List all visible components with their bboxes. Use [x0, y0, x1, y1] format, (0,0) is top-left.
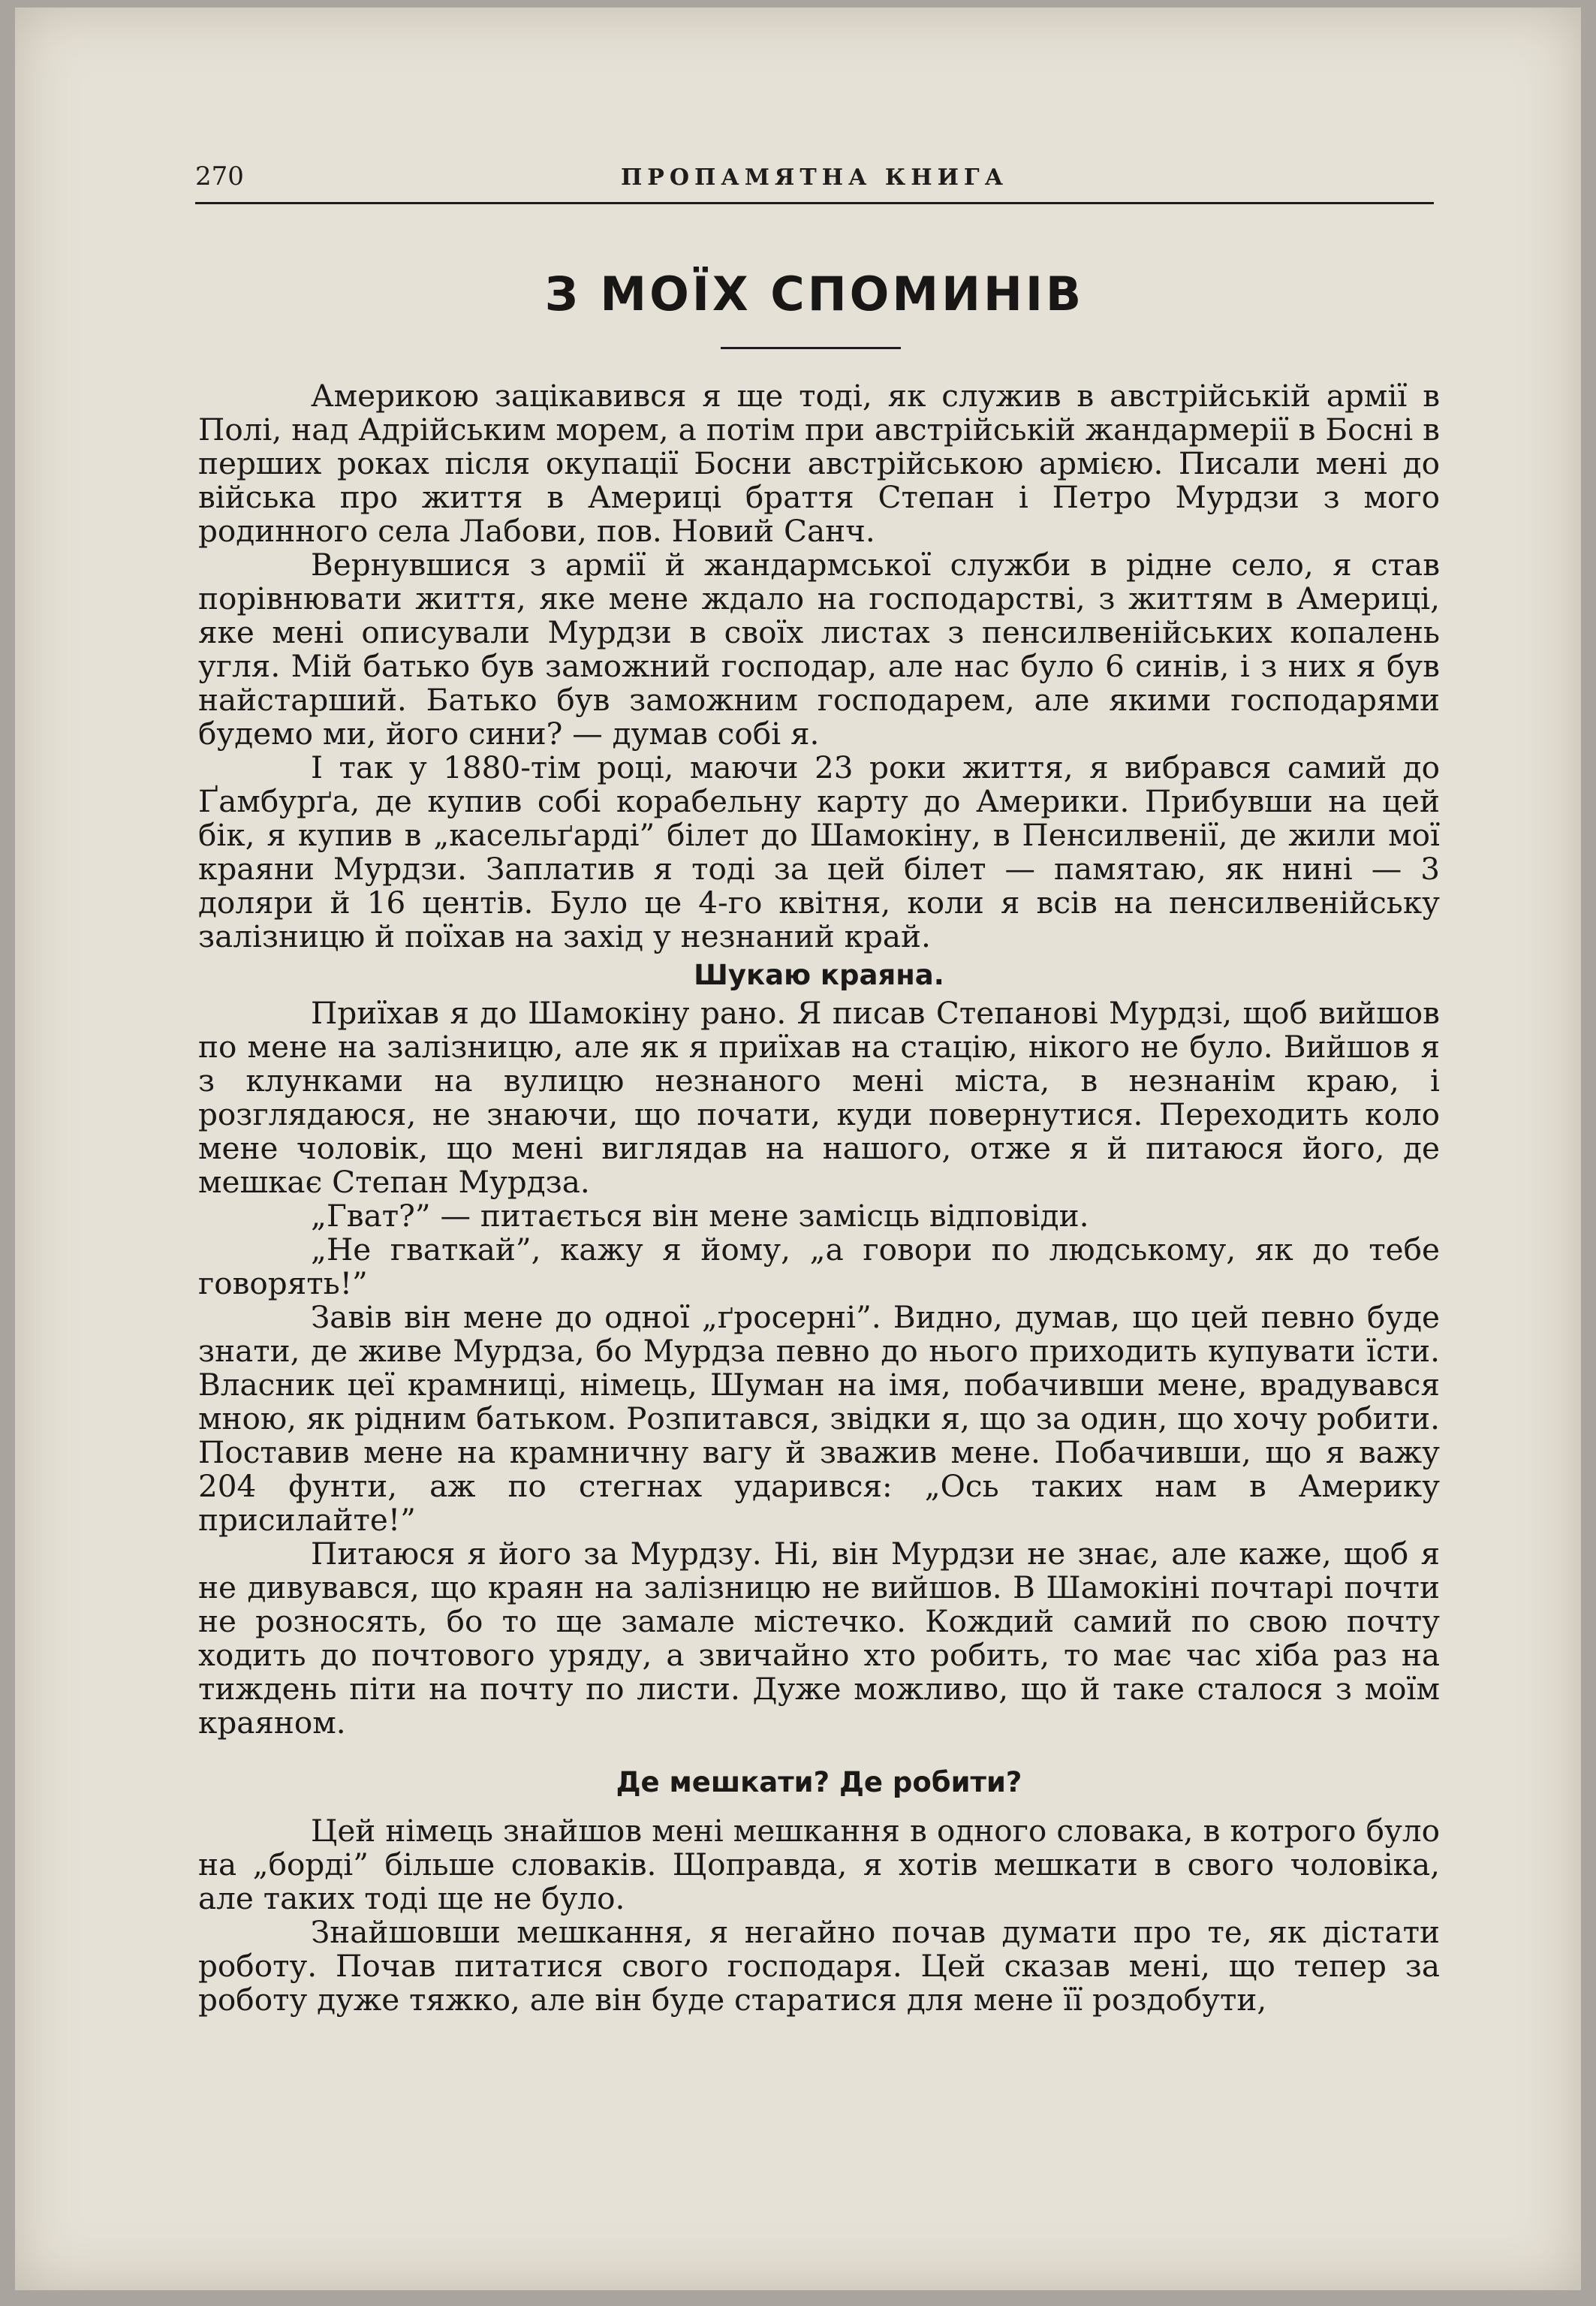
paragraph: Цей німець знайшов мені мешкання в одного словака, в котрого було на „борді” більше словаків. Щоправда, я хотів мешкати в свого чоловіка, але таких тоді ще не було. — [198, 1813, 1440, 1916]
section-heading: Де мешкати? Де робити? — [616, 1766, 1022, 1798]
section-heading: Шукаю краяна. — [694, 959, 944, 991]
paragraph: Завів він мене до одної „ґросерні”. Видно, думав, що цей певно буде знати, де живе Мурдза, бо Мурдза певно до нього приходить купувати їсти. Власник цеї крамниці, німець, Шуман на імя, побачивши мене, врадувався мною, як рідним батьком. Розпитався, звідки я, що за один, що хочу робити. Поставив мене на крамничну вагу й зважив мене. Побачивши, що я важу 204 фунти, аж по стегнах ударився: „Ось таких нам в Америку присилайте!” — [198, 1299, 1440, 1538]
title-divider — [721, 347, 901, 349]
book-title: ПРОПАМЯТНА КНИГА — [620, 164, 1009, 191]
book-page — [15, 8, 1581, 2290]
running-header — [195, 161, 1434, 204]
paragraph: Вернувшися з армії й жандармської служби в рідне село, я став порівнювати життя, яке мене ждало на господарстві, з життям в Америці, яке мені описували Мурдзи в своїх листах з пенсилвенійських копалень угля. Мій батько був заможний господар, але нас було 6 синів, і з них я був найстарший. Батько був заможним господарем, але якими господарями будемо ми, його сини? — думав собі я. — [198, 547, 1440, 752]
article-body — [198, 379, 1440, 2017]
paragraph: „Гват?” — питається він мене замісць відповіди. — [311, 1198, 1089, 1234]
paragraph: Америкою зацікавився я ще тоді, як служив в австрійській армії в Полі, над Адрійським морем, а потім при австрійській жандармерії в Босні в перших роках після окупації Босни австрійською армією. Писали мені до війська про життя в Америці браття Степан і Петро Мурдзи з мого родинного села Лабови, пов. Новий Санч. — [198, 378, 1440, 549]
paragraph: І так у 1880-тім році, маючи 23 роки життя, я вибрався самий до Ґамбурґа, де купив собі корабельну карту до Америки. Прибувши на цей бік, я купив в „касельґарді” білет до Шамокіну, в Пенсилвенії, де жили мої краяни Мурдзи. Заплатив я тоді за цей білет — памятаю, як нині — 3 доляри й 16 центів. Було це 4-го квітня, коли я всів на пенсилвенійську залізницю й поїхав на захід у незнаний край. — [198, 749, 1440, 954]
page-number: 270 — [195, 161, 244, 191]
paragraph: „Не гваткай”, кажу я йому, „а говори по людському, як до тебе говорять!” — [198, 1231, 1440, 1301]
paragraph: Знайшовши мешкання, я негайно почав думати про те, як дістати роботу. Почав питатися свого господаря. Цей сказав мені, що тепер за роботу дуже тяжко, але він буде старатися для мене її роздобути, — [198, 1914, 1440, 2018]
paragraph: Приїхав я до Шамокіну рано. Я писав Степанові Мурдзі, щоб вийшов по мене на залізницю, але як я приїхав на стацію, нікого не було. Вийшов я з клунками на вулицю незнаного мені міста, в незнанім краю, і розглядаюся, не знаючи, що почати, куди повернутися. Переходить коло мене чоловік, що мені виглядав на нашого, отже я й питаюся його, де мешкає Степан Мурдза. — [198, 995, 1440, 1200]
paragraph: Питаюся я його за Мурдзу. Ні, він Мурдзи не знає, але каже, щоб я не дивувався, що краян на залізницю не вийшов. В Шамокіні почтарі почти не розносять, бо то ще замале містечко. Кождий самий по свою почту ходить до почтового уряду, а звичайно хто робить, то має час хіба раз на тиждень піти на почту по листи. Дуже можливо, що й таке сталося з моїм краяном. — [198, 1536, 1440, 1741]
chapter-title: З МОЇХ СПОМИНІВ — [544, 267, 1085, 321]
